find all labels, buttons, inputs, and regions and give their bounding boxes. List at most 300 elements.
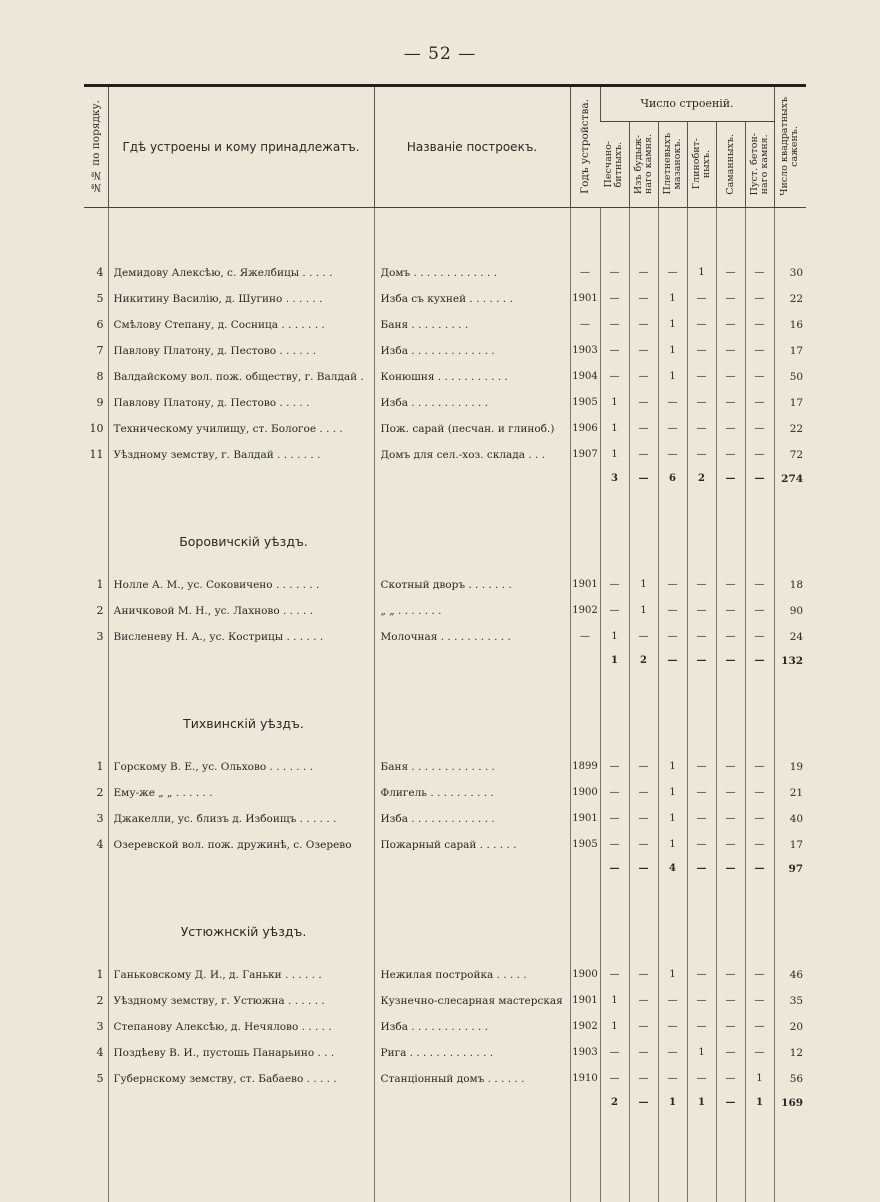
row-area: 17 [774, 390, 806, 416]
row-count: — [658, 390, 687, 416]
empty-cell [716, 880, 745, 962]
row-area: 18 [774, 572, 806, 598]
row-number: 5 [96, 1072, 104, 1085]
row-area: 35 [774, 988, 806, 1014]
row-count: — [658, 260, 687, 286]
subtotal-count: — [716, 650, 745, 672]
row-year: 1905 [570, 832, 600, 858]
buildings-table [84, 87, 806, 1202]
row-owner: Техническому училищу, ст. Бологое . . . . [108, 416, 374, 442]
subtotal-area: 97 [774, 858, 806, 880]
row-owner: Валдайскому вол. пож. обществу, г. Валдай . [108, 364, 374, 390]
row-count: — [600, 312, 629, 338]
row-building: Изба . . . . . . . . . . . . [374, 390, 570, 416]
empty-cell [374, 880, 570, 962]
row-count: — [629, 624, 658, 650]
empty-cell [108, 1092, 374, 1114]
row-count: — [600, 364, 629, 390]
row-building: Изба . . . . . . . . . . . . . [374, 338, 570, 364]
row-count: — [600, 806, 629, 832]
row-year: 1900 [570, 962, 600, 988]
row-owner: Демидову Алексѣю, с. Яжелбицы . . . . . [108, 260, 374, 286]
row-year: — [570, 624, 600, 650]
row-count: — [658, 1066, 687, 1092]
table-row [84, 286, 806, 312]
empty-cell [600, 207, 629, 260]
row-count: — [716, 364, 745, 390]
subtotal-count: — [687, 858, 716, 880]
row-count: — [629, 390, 658, 416]
section-title: Боровичскій уѣздъ. [108, 490, 374, 572]
subtotal-row [84, 650, 806, 672]
row-count: — [716, 442, 745, 468]
row-count: — [687, 390, 716, 416]
row-number: 1 [96, 968, 104, 981]
header-area: Число квадратныхъ саженъ. [774, 87, 806, 207]
row-count: — [629, 988, 658, 1014]
header-count-0: Песчано- битныхъ. [600, 121, 629, 207]
row-year: 1901 [570, 286, 600, 312]
row-count: — [745, 286, 774, 312]
row-count: — [658, 442, 687, 468]
subtotal-count: 1 [687, 1092, 716, 1114]
header-year: Годъ устройства. [570, 87, 600, 207]
row-area: 20 [774, 1014, 806, 1040]
row-year: 1901 [570, 806, 600, 832]
row-count: — [745, 390, 774, 416]
row-count: — [687, 832, 716, 858]
row-building: Домъ . . . . . . . . . . . . . [374, 260, 570, 286]
row-count: — [629, 338, 658, 364]
section-title-row [84, 672, 806, 754]
row-area: 40 [774, 806, 806, 832]
row-building: „ „ . . . . . . . [374, 598, 570, 624]
row-count: — [716, 1014, 745, 1040]
empty-cell [716, 1114, 745, 1202]
row-count: 1 [600, 1014, 629, 1040]
row-count: — [745, 780, 774, 806]
row-count: — [716, 1040, 745, 1066]
row-count: — [658, 624, 687, 650]
row-count: — [687, 364, 716, 390]
row-count: — [600, 1066, 629, 1092]
row-count: — [716, 416, 745, 442]
row-count: 1 [658, 962, 687, 988]
row-count: — [716, 1066, 745, 1092]
row-count: — [629, 754, 658, 780]
row-year: 1904 [570, 364, 600, 390]
row-year: 1906 [570, 416, 600, 442]
row-building: Молочная . . . . . . . . . . . [374, 624, 570, 650]
row-count: — [658, 988, 687, 1014]
row-count: — [745, 442, 774, 468]
row-count: 1 [658, 312, 687, 338]
row-number: 3 [96, 630, 104, 643]
subtotal-count: — [716, 468, 745, 490]
row-count: — [716, 572, 745, 598]
empty-cell [774, 1114, 806, 1202]
row-count: — [600, 260, 629, 286]
empty-cell [374, 207, 570, 260]
row-owner: Уѣздному земству, г. Валдай . . . . . . . [108, 442, 374, 468]
row-count: — [716, 962, 745, 988]
subtotal-row [84, 468, 806, 490]
empty-cell [629, 1114, 658, 1202]
row-year: 1901 [570, 988, 600, 1014]
row-count: — [658, 572, 687, 598]
header-where: Гдѣ устроены и кому принадлежатъ. [108, 87, 374, 207]
empty-cell [84, 468, 108, 490]
subtotal-count: — [716, 858, 745, 880]
row-year: 1902 [570, 598, 600, 624]
row-count: — [658, 598, 687, 624]
table-row [84, 312, 806, 338]
row-count: — [687, 962, 716, 988]
row-area: 50 [774, 364, 806, 390]
row-number: 8 [96, 370, 104, 383]
spacer-row [84, 207, 806, 260]
table-row [84, 624, 806, 650]
row-count: — [716, 780, 745, 806]
row-number: 3 [96, 812, 104, 825]
row-building: Нежилая постройка . . . . . [374, 962, 570, 988]
row-count: 1 [600, 416, 629, 442]
row-number: 10 [89, 422, 104, 435]
row-count: 1 [658, 780, 687, 806]
row-count: — [629, 260, 658, 286]
row-count: — [687, 338, 716, 364]
subtotal-count: — [745, 858, 774, 880]
subtotal-count: 1 [745, 1092, 774, 1114]
page-number: — 52 — [403, 44, 477, 64]
empty-cell [687, 207, 716, 260]
table-row [84, 572, 806, 598]
row-count: — [600, 962, 629, 988]
row-count: — [658, 416, 687, 442]
row-count: — [745, 1014, 774, 1040]
row-area: 90 [774, 598, 806, 624]
row-year: 1905 [570, 390, 600, 416]
row-count: — [745, 572, 774, 598]
row-count: 1 [600, 624, 629, 650]
row-count: — [629, 442, 658, 468]
table-row [84, 832, 806, 858]
row-owner: Поздѣеву В. И., пустошь Панарьино . . . [108, 1040, 374, 1066]
empty-cell [84, 650, 108, 672]
section-title-row [84, 490, 806, 572]
empty-cell [374, 490, 570, 572]
header-no: №№ по порядку. [84, 87, 108, 207]
subtotal-count: — [658, 650, 687, 672]
table-row [84, 1066, 806, 1092]
row-count: 1 [629, 598, 658, 624]
row-count: — [687, 1014, 716, 1040]
empty-cell [108, 650, 374, 672]
row-count: — [716, 338, 745, 364]
row-number: 2 [96, 786, 104, 799]
row-owner: Горскому В. Е., ус. Ольхово . . . . . . . [108, 754, 374, 780]
section-title: Устюжнскій уѣздъ. [108, 880, 374, 962]
row-building: Пож. сарай (песчан. и глиноб.) [374, 416, 570, 442]
trailing-blank-row [84, 1114, 806, 1202]
row-count: — [658, 1014, 687, 1040]
row-count: 1 [687, 1040, 716, 1066]
subtotal-count: — [629, 1092, 658, 1114]
row-building: Станціонный домъ . . . . . . [374, 1066, 570, 1092]
row-owner: Смѣлову Степану, д. Сосница . . . . . . . [108, 312, 374, 338]
empty-cell [774, 207, 806, 260]
row-count: — [716, 832, 745, 858]
table-row [84, 338, 806, 364]
row-count: — [687, 988, 716, 1014]
empty-cell [745, 672, 774, 754]
row-count: — [687, 624, 716, 650]
row-count: — [716, 390, 745, 416]
table-row [84, 806, 806, 832]
empty-cell [84, 490, 108, 572]
row-building: Пожарный сарай . . . . . . [374, 832, 570, 858]
table-row [84, 1040, 806, 1066]
row-count: — [716, 624, 745, 650]
subtotal-count: 6 [658, 468, 687, 490]
row-area: 72 [774, 442, 806, 468]
empty-cell [774, 672, 806, 754]
table-row [84, 442, 806, 468]
empty-cell [84, 880, 108, 962]
row-owner: Никитину Василію, д. Шугино . . . . . . [108, 286, 374, 312]
empty-cell [570, 880, 600, 962]
empty-cell [687, 880, 716, 962]
row-year: 1907 [570, 442, 600, 468]
row-count: — [745, 988, 774, 1014]
subtotal-count: — [716, 1092, 745, 1114]
row-count: — [629, 416, 658, 442]
table-row [84, 364, 806, 390]
row-building: Изба . . . . . . . . . . . . [374, 1014, 570, 1040]
row-count: — [687, 312, 716, 338]
row-year: 1910 [570, 1066, 600, 1092]
row-count: — [658, 1040, 687, 1066]
row-year: 1900 [570, 780, 600, 806]
row-building: Изба . . . . . . . . . . . . . [374, 806, 570, 832]
row-count: — [600, 572, 629, 598]
header-count-4: Саманныхъ. [716, 121, 745, 207]
row-building: Баня . . . . . . . . . [374, 312, 570, 338]
row-owner: Нолле А. М., ус. Соковичено . . . . . . . [108, 572, 374, 598]
row-count: — [629, 780, 658, 806]
empty-cell [108, 207, 374, 260]
empty-cell [570, 1092, 600, 1114]
row-number: 11 [89, 448, 104, 461]
row-number: 4 [96, 1046, 104, 1059]
row-count: — [745, 806, 774, 832]
row-count: — [687, 806, 716, 832]
empty-cell [629, 672, 658, 754]
empty-cell [570, 650, 600, 672]
empty-cell [687, 490, 716, 572]
row-count: — [745, 624, 774, 650]
subtotal-area: 169 [774, 1092, 806, 1114]
subtotal-count: 2 [687, 468, 716, 490]
row-number: 9 [96, 396, 104, 409]
table-row [84, 988, 806, 1014]
row-building: Домъ для сел.-хоз. склада . . . [374, 442, 570, 468]
row-number: 5 [96, 292, 104, 305]
row-count: — [745, 598, 774, 624]
row-count: — [629, 286, 658, 312]
empty-cell [600, 672, 629, 754]
row-count: 1 [629, 572, 658, 598]
empty-cell [374, 672, 570, 754]
empty-cell [774, 880, 806, 962]
subtotal-count: — [629, 858, 658, 880]
row-count: — [745, 754, 774, 780]
row-area: 46 [774, 962, 806, 988]
table-row [84, 390, 806, 416]
empty-cell [629, 490, 658, 572]
row-count: — [629, 1040, 658, 1066]
row-count: — [629, 364, 658, 390]
row-count: — [716, 286, 745, 312]
row-count: — [629, 832, 658, 858]
row-count: — [745, 260, 774, 286]
row-area: 22 [774, 416, 806, 442]
subtotal-count: 2 [600, 1092, 629, 1114]
empty-cell [687, 672, 716, 754]
row-count: 1 [600, 988, 629, 1014]
row-owner: Павлову Платону, д. Пестово . . . . . [108, 390, 374, 416]
empty-cell [84, 672, 108, 754]
row-count: — [745, 416, 774, 442]
row-year: 1902 [570, 1014, 600, 1040]
row-count: 1 [600, 442, 629, 468]
empty-cell [84, 858, 108, 880]
row-number: 6 [96, 318, 104, 331]
empty-cell [716, 672, 745, 754]
empty-cell [374, 468, 570, 490]
row-count: — [629, 962, 658, 988]
row-number: 2 [96, 994, 104, 1007]
header-counts-group: Число строеній. [600, 87, 774, 121]
header-count-2: Плетневыхъ мазанокъ. [658, 121, 687, 207]
row-count: — [600, 338, 629, 364]
row-owner: Павлову Платону, д. Пестово . . . . . . [108, 338, 374, 364]
row-number: 4 [96, 266, 104, 279]
table-row [84, 1014, 806, 1040]
subtotal-count: 1 [600, 650, 629, 672]
row-count: 1 [687, 260, 716, 286]
row-count: 1 [745, 1066, 774, 1092]
row-owner: Аничковой М. Н., ус. Лахново . . . . . [108, 598, 374, 624]
row-area: 56 [774, 1066, 806, 1092]
row-count: — [600, 832, 629, 858]
row-count: — [687, 598, 716, 624]
row-year: — [570, 260, 600, 286]
subtotal-count: 4 [658, 858, 687, 880]
subtotal-count: — [687, 650, 716, 672]
empty-cell [570, 468, 600, 490]
row-building: Баня . . . . . . . . . . . . . [374, 754, 570, 780]
row-count: — [745, 962, 774, 988]
table-row [84, 260, 806, 286]
row-number: 3 [96, 1020, 104, 1033]
empty-cell [687, 1114, 716, 1202]
row-count: — [629, 1014, 658, 1040]
row-number: 4 [96, 838, 104, 851]
table-row [84, 416, 806, 442]
empty-cell [658, 672, 687, 754]
empty-cell [658, 1114, 687, 1202]
header-name: Названіе построекъ. [374, 87, 570, 207]
header-count-5: Пуст. бетон- наго камня. [745, 121, 774, 207]
row-year: 1901 [570, 572, 600, 598]
row-owner: Ганьковскому Д. И., д. Ганьки . . . . . . [108, 962, 374, 988]
row-count: — [687, 780, 716, 806]
section-title: Тихвинскій уѣздъ. [108, 672, 374, 754]
row-owner: Джакелли, ус. близъ д. Избоищъ . . . . . . [108, 806, 374, 832]
empty-cell [629, 880, 658, 962]
row-area: 12 [774, 1040, 806, 1066]
row-count: 1 [600, 390, 629, 416]
row-area: 24 [774, 624, 806, 650]
row-count: — [745, 364, 774, 390]
row-number: 1 [96, 578, 104, 591]
empty-cell [745, 490, 774, 572]
row-year: 1903 [570, 338, 600, 364]
subtotal-count: — [745, 468, 774, 490]
empty-cell [774, 490, 806, 572]
empty-cell [570, 490, 600, 572]
row-count: — [745, 832, 774, 858]
empty-cell [108, 1114, 374, 1202]
empty-cell [374, 858, 570, 880]
row-year: 1903 [570, 1040, 600, 1066]
empty-cell [84, 207, 108, 260]
row-count: — [629, 806, 658, 832]
row-building: Рига . . . . . . . . . . . . . [374, 1040, 570, 1066]
row-count: 1 [658, 754, 687, 780]
row-count: — [745, 312, 774, 338]
row-area: 17 [774, 338, 806, 364]
row-count: — [600, 286, 629, 312]
empty-cell [658, 880, 687, 962]
row-count: — [716, 312, 745, 338]
empty-cell [570, 207, 600, 260]
row-count: — [629, 1066, 658, 1092]
row-area: 17 [774, 832, 806, 858]
section-title-row [84, 880, 806, 962]
empty-cell [570, 1114, 600, 1202]
row-area: 22 [774, 286, 806, 312]
subtotal-count: — [745, 650, 774, 672]
subtotal-count: 2 [629, 650, 658, 672]
empty-cell [629, 207, 658, 260]
buildings-table-wrap [84, 84, 806, 1202]
row-count: 1 [658, 806, 687, 832]
empty-cell [374, 1092, 570, 1114]
row-number: 7 [96, 344, 104, 357]
subtotal-row [84, 1092, 806, 1114]
empty-cell [600, 1114, 629, 1202]
empty-cell [745, 207, 774, 260]
row-area: 30 [774, 260, 806, 286]
row-count: — [687, 572, 716, 598]
row-owner: Степанову Алексѣю, д. Нечялово . . . . . [108, 1014, 374, 1040]
empty-cell [570, 672, 600, 754]
subtotal-row [84, 858, 806, 880]
row-count: 1 [658, 286, 687, 312]
row-building: Флигель . . . . . . . . . . [374, 780, 570, 806]
